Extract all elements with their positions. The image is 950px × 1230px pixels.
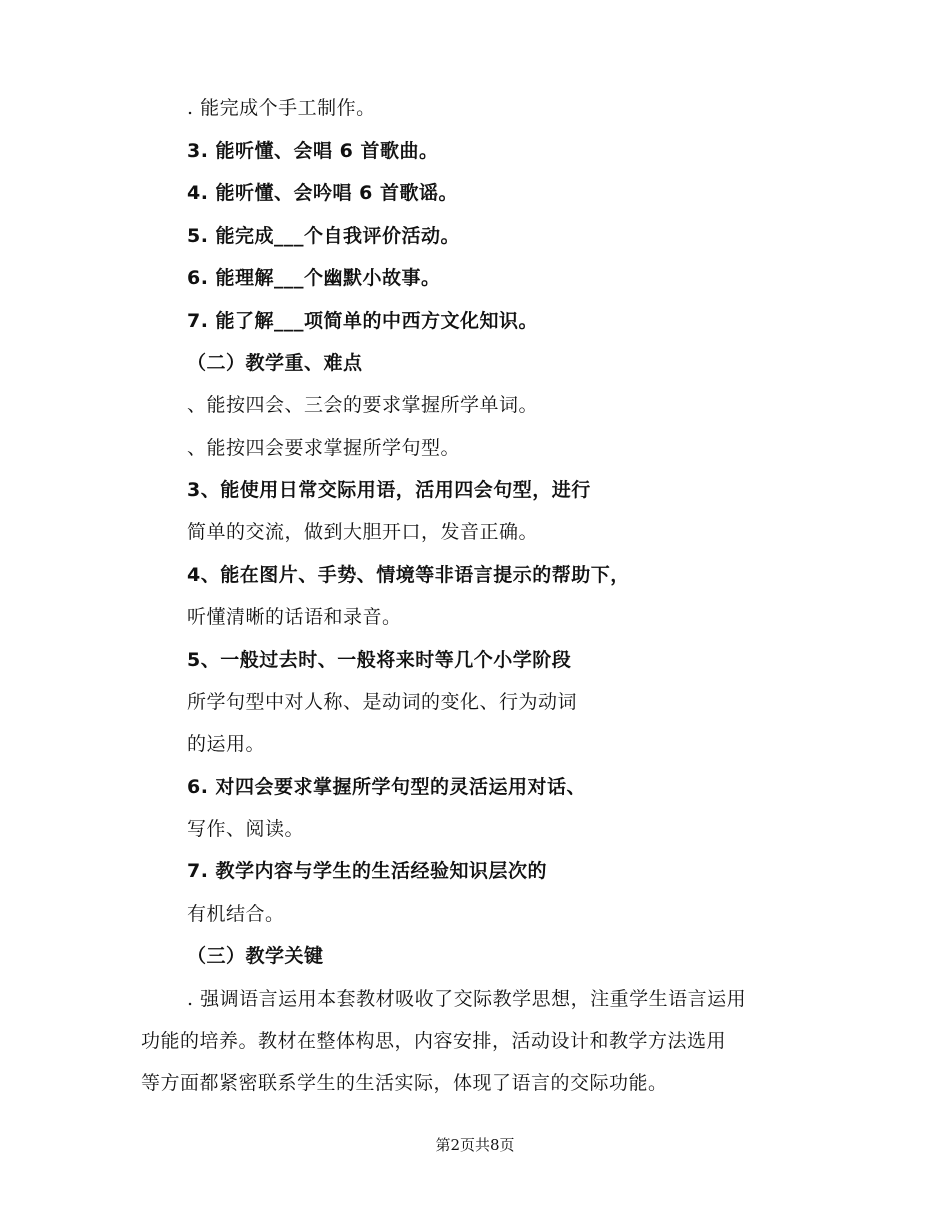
text-line: 3. 能听懂、会唱 6 首歌曲。 [187,140,439,162]
text-line: 6. 能理解___个幽默小故事。 [187,267,441,289]
text-line: 写作、阅读。 [187,818,305,840]
text-line: 听懂清晰的话语和录音。 [187,606,402,628]
text-line: 6. 对四会要求掌握所学句型的灵活运用对话、 [187,776,587,798]
text-line: 、能按四会、三会的要求掌握所学单词。 [187,394,539,416]
text-line: 3、能使用日常交际用语，活用四会句型，进行 [187,479,591,501]
text-line: 7. 能了解___项简单的中西方文化知识。 [187,310,539,332]
text-line: 4、能在图片、手势、情境等非语言提示的帮助下， [187,564,630,586]
text-line: . 强调语言运用本套教材吸收了交际教学思想，注重学生语言运用 [187,988,747,1010]
section-heading: （二）教学重、难点 [187,352,363,374]
page-number: 第2页共8页 [435,1136,515,1154]
text-line: 、能按四会要求掌握所学句型。 [187,437,461,459]
text-line: 5. 能完成___个自我评价活动。 [187,225,461,247]
text-line: 等方面都紧密联系学生的生活实际，体现了语言的交际功能。 [141,1072,668,1094]
section-heading: （三）教学关键 [187,945,324,967]
text-line: 有机结合。 [187,903,285,925]
text-line: 5、一般过去时、一般将来时等几个小学阶段 [187,649,572,671]
text-line: . 能完成个手工制作。 [187,97,376,119]
text-line: 4. 能听懂、会吟唱 6 首歌谣。 [187,182,459,204]
text-line: 简单的交流，做到大胆开口，发音正确。 [187,521,539,543]
text-line: 功能的培养。教材在整体构思，内容安排，活动设计和教学方法选用 [141,1030,727,1052]
text-line: 所学句型中对人称、是动词的变化、行为动词 [187,691,578,713]
text-line: 7. 教学内容与学生的生活经验知识层次的 [187,860,548,882]
text-line: 的运用。 [187,733,266,755]
